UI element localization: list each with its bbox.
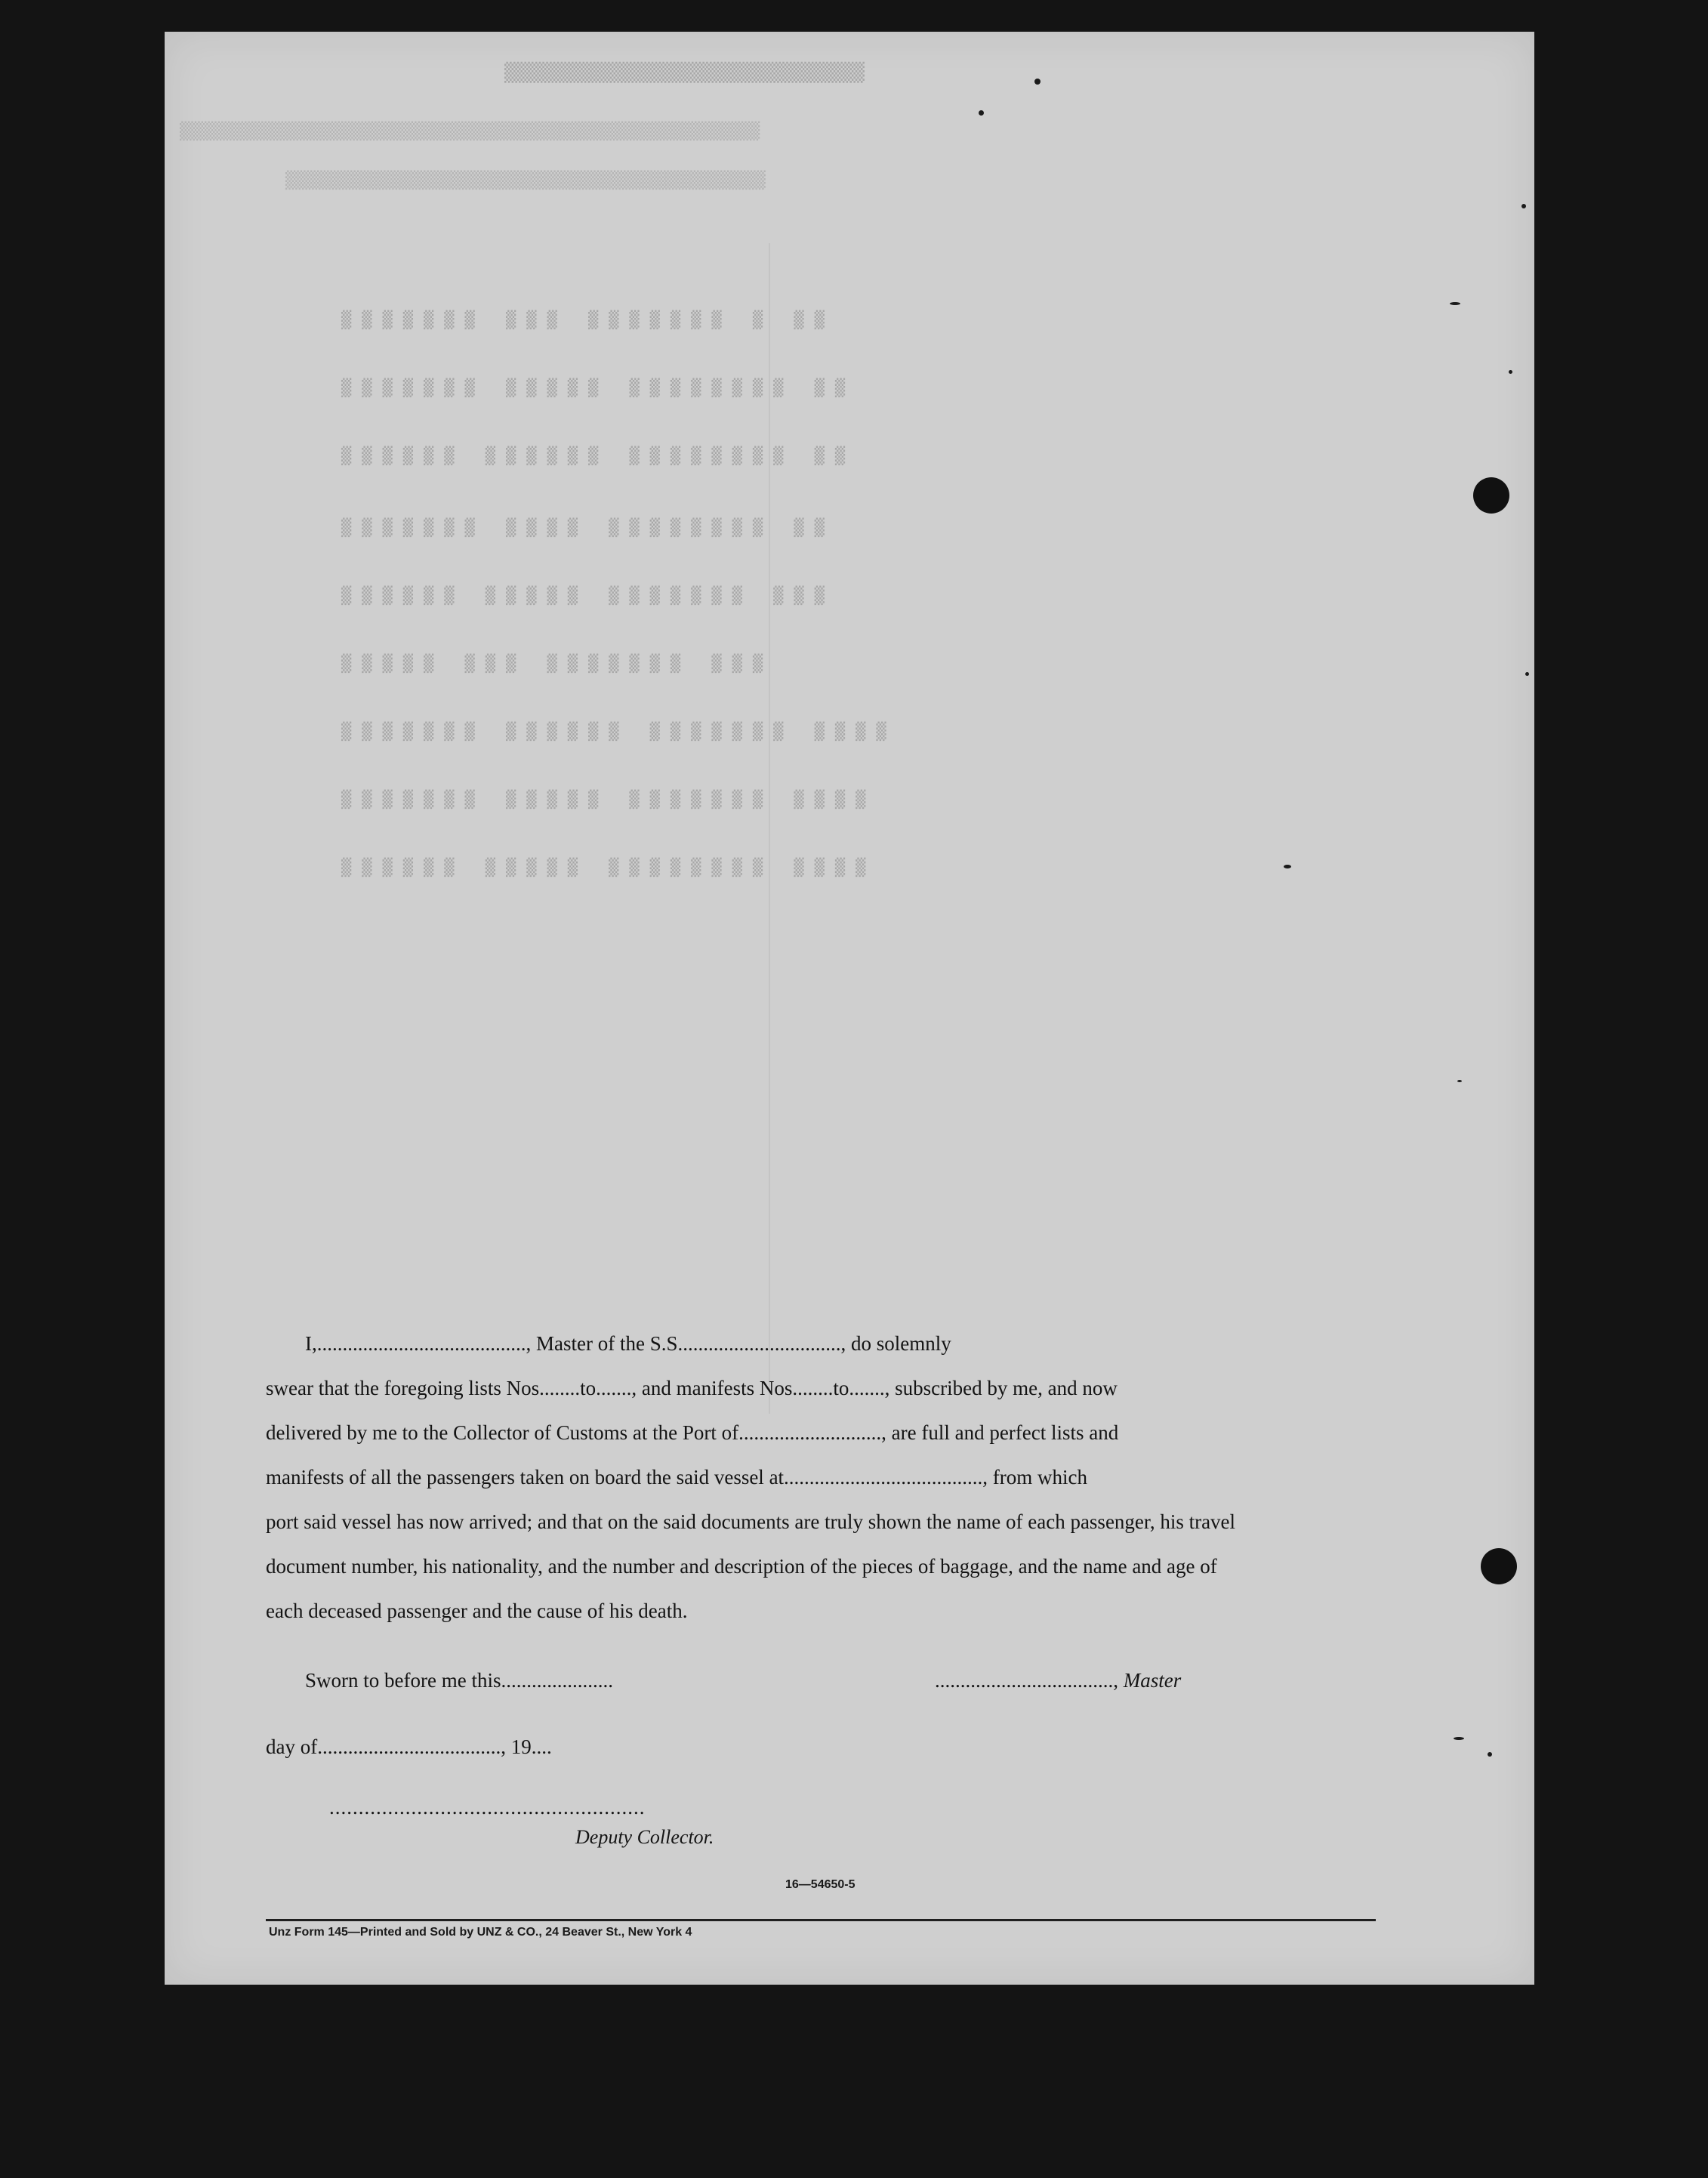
scan-speck bbox=[1450, 302, 1460, 305]
scan-speck bbox=[1521, 204, 1526, 208]
oath-line bbox=[266, 1366, 1374, 1411]
footer-rule bbox=[266, 1919, 1376, 1921]
signature-block bbox=[266, 1661, 1374, 1848]
deputy-collector-label: Deputy Collector. bbox=[575, 1826, 714, 1848]
bleed-through-row: ▒▒ ▒ ▒▒▒▒▒▒▒ ▒▒▒ ▒▒▒▒▒▒▒ bbox=[331, 311, 825, 330]
oath-line bbox=[266, 1589, 1374, 1634]
master-oath bbox=[266, 1322, 1374, 1634]
bleed-through-header: ▒▒▒▒▒▒▒▒▒▒▒▒▒▒▒▒▒▒▒▒▒▒▒▒▒▒▒▒▒▒▒▒▒▒▒▒▒▒▒▒▒▒▒▒▒▒▒▒ bbox=[285, 171, 766, 190]
oath-line bbox=[266, 1411, 1374, 1455]
oath-text: swear that the foregoing lists Nos........to......., and manifests Nos........to......., subscribed by me, and now bbox=[266, 1377, 1118, 1399]
master-label: Master bbox=[1123, 1669, 1182, 1692]
oath-text: each deceased passenger and the cause of his death. bbox=[266, 1600, 688, 1622]
oath-line bbox=[266, 1455, 1374, 1500]
scan-speck bbox=[1525, 672, 1529, 676]
master-signature-dots: ..................................., bbox=[935, 1669, 1118, 1692]
oath-line bbox=[266, 1500, 1374, 1544]
punch-hole bbox=[1481, 1548, 1517, 1584]
oath-text: document number, his nationality, and the number and description of the pieces of baggage, and the name and age of bbox=[266, 1555, 1217, 1578]
scan-speck bbox=[1034, 79, 1041, 85]
scan-speck bbox=[1488, 1752, 1492, 1757]
master-signature-line bbox=[935, 1669, 1181, 1692]
bleed-through-row: ▒▒▒ ▒▒▒▒▒▒▒ ▒▒▒▒▒ ▒▒▒▒▒▒ bbox=[331, 587, 825, 606]
day-of-line: day of...................................., 19.... bbox=[266, 1735, 552, 1758]
punch-hole bbox=[1473, 477, 1509, 514]
deputy-signature-dots: ...................................................... bbox=[329, 1796, 646, 1819]
oath-text: port said vessel has now arrived; and that on the said documents are truly shown the name of each passenger, his travel bbox=[266, 1510, 1236, 1533]
scan-speck bbox=[1457, 1080, 1462, 1082]
oath-text: I,........................................., Master of the S.S................................, do solemnly bbox=[305, 1332, 951, 1355]
bleed-through-row: ▒▒▒ ▒▒▒▒▒▒▒ ▒▒▒ ▒▒▒▒▒ bbox=[331, 655, 763, 674]
oath-text: delivered by me to the Collector of Customs at the Port of............................, are full and perfect lists and bbox=[266, 1421, 1119, 1444]
scan-speck bbox=[979, 110, 984, 116]
sworn-before-line: Sworn to before me this...................... bbox=[305, 1669, 613, 1692]
oath-line bbox=[266, 1322, 1374, 1366]
form-number: 16—54650-5 bbox=[785, 1878, 856, 1891]
scan-speck bbox=[1284, 865, 1291, 868]
printer-imprint: Unz Form 145—Printed and Sold by UNZ & CO., 24 Beaver St., New York 4 bbox=[269, 1926, 692, 1939]
oath-line bbox=[266, 1544, 1374, 1589]
bleed-through-row: ▒▒▒▒ ▒▒▒▒▒▒▒ ▒▒▒▒▒ ▒▒▒▒▒▒▒ bbox=[331, 791, 866, 810]
bleed-through-row: ▒▒ ▒▒▒▒▒▒▒▒ ▒▒▒▒▒ ▒▒▒▒▒▒▒ bbox=[331, 379, 846, 398]
bleed-through-row: ▒▒▒▒ ▒▒▒▒▒▒▒▒ ▒▒▒▒▒ ▒▒▒▒▒▒ bbox=[331, 859, 866, 878]
column-ruling bbox=[769, 243, 770, 1414]
scan-speck bbox=[1509, 370, 1512, 374]
bleed-through-row: ▒▒▒▒ ▒▒▒▒▒▒▒ ▒▒▒▒▒▒ ▒▒▒▒▒▒▒ bbox=[331, 723, 886, 742]
bleed-through-row: ▒▒ ▒▒▒▒▒▒▒▒ ▒▒▒▒▒▒ ▒▒▒▒▒▒ bbox=[331, 447, 846, 466]
scan-speck bbox=[1454, 1737, 1464, 1740]
bleed-through-header: ▒▒▒▒▒▒▒▒▒▒▒▒▒▒▒▒▒▒▒▒▒▒▒▒▒▒▒▒▒▒▒▒▒▒▒▒▒▒▒▒▒▒▒▒▒▒▒▒▒▒▒▒▒▒▒▒▒▒ bbox=[180, 122, 760, 141]
bleed-through-header: ▒▒▒▒▒▒▒▒▒▒▒▒▒▒▒▒▒▒▒▒▒▒▒▒▒▒▒▒▒▒▒▒▒ bbox=[504, 62, 865, 83]
oath-text: manifests of all the passengers taken on board the said vessel at......................................., from which bbox=[266, 1466, 1088, 1489]
bleed-through-row: ▒▒ ▒▒▒▒▒▒▒▒ ▒▒▒▒ ▒▒▒▒▒▒▒ bbox=[331, 519, 825, 538]
